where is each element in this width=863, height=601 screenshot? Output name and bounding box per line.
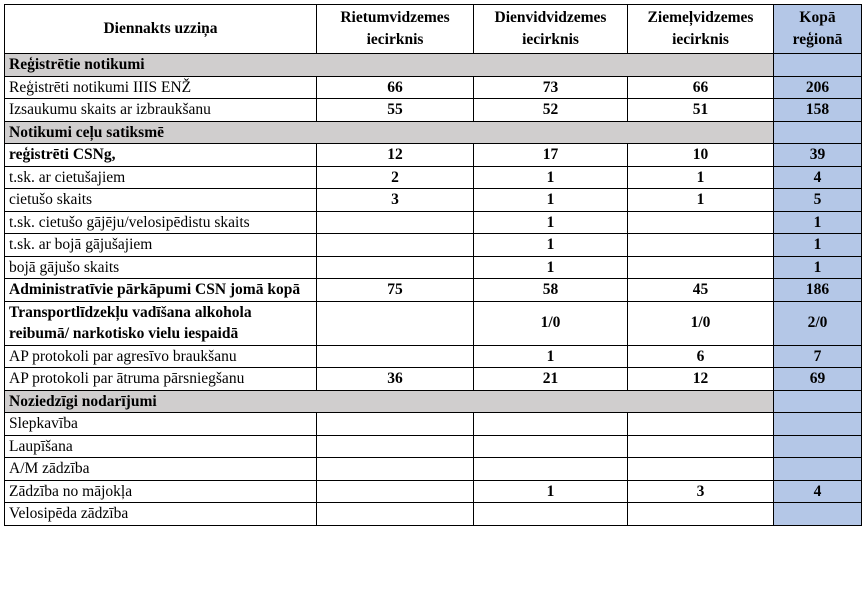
table-body (5, 54, 862, 526)
cell-dienvidvidzemes (474, 435, 628, 458)
cell-total: 158 (774, 99, 862, 122)
row-label: AP protokoli par ātruma pārsniegšanu (5, 368, 317, 391)
section-total-cell (774, 54, 862, 77)
cell-rietumvidzemes (317, 458, 474, 481)
cell-ziemelvidzemes (628, 211, 774, 234)
row-label: cietušo skaits (5, 189, 317, 212)
cell-dienvidvidzemes: 73 (474, 76, 628, 99)
row-label: t.sk. ar bojā gājušajiem (5, 234, 317, 257)
section-row (5, 390, 862, 413)
table-row (5, 480, 862, 503)
cell-rietumvidzemes: 55 (317, 99, 474, 122)
cell-ziemelvidzemes: 51 (628, 99, 774, 122)
table-row (5, 144, 862, 167)
cell-ziemelvidzemes: 12 (628, 368, 774, 391)
cell-total: 5 (774, 189, 862, 212)
table-row (5, 256, 862, 279)
cell-ziemelvidzemes: 3 (628, 480, 774, 503)
cell-rietumvidzemes (317, 480, 474, 503)
cell-rietumvidzemes (317, 234, 474, 257)
cell-total: 1 (774, 234, 862, 257)
cell-total: 2/0 (774, 301, 862, 345)
cell-dienvidvidzemes: 1 (474, 234, 628, 257)
cell-ziemelvidzemes: 66 (628, 76, 774, 99)
cell-ziemelvidzemes (628, 503, 774, 526)
cell-dienvidvidzemes (474, 503, 628, 526)
table-row (5, 413, 862, 436)
cell-dienvidvidzemes: 21 (474, 368, 628, 391)
table-row (5, 234, 862, 257)
section-row (5, 121, 862, 144)
cell-rietumvidzemes (317, 503, 474, 526)
section-row (5, 54, 862, 77)
cell-total (774, 458, 862, 481)
cell-ziemelvidzemes: 6 (628, 345, 774, 368)
section-total-cell (774, 121, 862, 144)
section-title: Notikumi ceļu satiksmē (5, 121, 774, 144)
row-label: Zādzība no mājokļa (5, 480, 317, 503)
cell-dienvidvidzemes (474, 413, 628, 436)
cell-ziemelvidzemes (628, 435, 774, 458)
table-row (5, 166, 862, 189)
cell-ziemelvidzemes: 1/0 (628, 301, 774, 345)
cell-dienvidvidzemes: 58 (474, 279, 628, 302)
table-row (5, 99, 862, 122)
table-row (5, 503, 862, 526)
header-label: Diennakts uzziņa (5, 5, 317, 54)
cell-rietumvidzemes: 12 (317, 144, 474, 167)
cell-total: 186 (774, 279, 862, 302)
cell-total: 39 (774, 144, 862, 167)
cell-rietumvidzemes: 36 (317, 368, 474, 391)
cell-total: 4 (774, 166, 862, 189)
cell-ziemelvidzemes (628, 458, 774, 481)
cell-ziemelvidzemes: 10 (628, 144, 774, 167)
cell-ziemelvidzemes (628, 413, 774, 436)
row-label: Velosipēda zādzība (5, 503, 317, 526)
cell-total: 1 (774, 256, 862, 279)
cell-rietumvidzemes (317, 413, 474, 436)
cell-total: 1 (774, 211, 862, 234)
cell-dienvidvidzemes: 17 (474, 144, 628, 167)
table-row (5, 301, 862, 345)
cell-dienvidvidzemes: 52 (474, 99, 628, 122)
cell-rietumvidzemes: 2 (317, 166, 474, 189)
row-label: t.sk. ar cietušajiem (5, 166, 317, 189)
row-label: Transportlīdzekļu vadīšana alkohola reibumā/ narkotisko vielu iespaidā (5, 301, 317, 345)
cell-dienvidvidzemes: 1 (474, 256, 628, 279)
cell-rietumvidzemes (317, 345, 474, 368)
cell-total (774, 435, 862, 458)
table-row (5, 189, 862, 212)
cell-ziemelvidzemes (628, 234, 774, 257)
cell-total: 206 (774, 76, 862, 99)
cell-ziemelvidzemes: 1 (628, 166, 774, 189)
table-row (5, 76, 862, 99)
cell-rietumvidzemes (317, 435, 474, 458)
section-title: Noziedzīgi nodarījumi (5, 390, 774, 413)
cell-rietumvidzemes (317, 301, 474, 345)
cell-dienvidvidzemes: 1/0 (474, 301, 628, 345)
row-label: Izsaukumu skaits ar izbraukšanu (5, 99, 317, 122)
header-total: Kopā reģionā (774, 5, 862, 54)
cell-rietumvidzemes: 66 (317, 76, 474, 99)
row-label: reģistrēti CSNg, (5, 144, 317, 167)
cell-dienvidvidzemes: 1 (474, 211, 628, 234)
header-row (5, 5, 862, 54)
table-row (5, 435, 862, 458)
row-label: A/M zādzība (5, 458, 317, 481)
row-label: Reģistrēti notikumi IIIS ENŽ (5, 76, 317, 99)
table-row (5, 458, 862, 481)
row-label: t.sk. cietušo gājēju/velosipēdistu skaits (5, 211, 317, 234)
cell-ziemelvidzemes (628, 256, 774, 279)
cell-rietumvidzemes: 3 (317, 189, 474, 212)
row-label: AP protokoli par agresīvo braukšanu (5, 345, 317, 368)
table-row (5, 368, 862, 391)
cell-ziemelvidzemes: 1 (628, 189, 774, 212)
table-row (5, 279, 862, 302)
cell-dienvidvidzemes: 1 (474, 189, 628, 212)
row-label: Slepkavība (5, 413, 317, 436)
row-label: Administratīvie pārkāpumi CSN jomā kopā (5, 279, 317, 302)
cell-total: 4 (774, 480, 862, 503)
row-label: Laupīšana (5, 435, 317, 458)
cell-total: 7 (774, 345, 862, 368)
cell-dienvidvidzemes (474, 458, 628, 481)
cell-dienvidvidzemes: 1 (474, 166, 628, 189)
cell-rietumvidzemes: 75 (317, 279, 474, 302)
row-label: bojā gājušo skaits (5, 256, 317, 279)
header-ziemelvidzemes: Ziemeļvidzemes iecirknis (628, 5, 774, 54)
cell-rietumvidzemes (317, 256, 474, 279)
cell-ziemelvidzemes: 45 (628, 279, 774, 302)
table-row (5, 211, 862, 234)
section-title: Reģistrētie notikumi (5, 54, 774, 77)
header-dienvidvidzemes: Dienvidvidzemes iecirknis (474, 5, 628, 54)
table-row (5, 345, 862, 368)
cell-dienvidvidzemes: 1 (474, 345, 628, 368)
cell-dienvidvidzemes: 1 (474, 480, 628, 503)
header-rietumvidzemes: Rietumvidzemes iecirknis (317, 5, 474, 54)
section-total-cell (774, 390, 862, 413)
cell-total (774, 413, 862, 436)
daily-report-table (4, 4, 862, 526)
cell-total: 69 (774, 368, 862, 391)
cell-total (774, 503, 862, 526)
cell-rietumvidzemes (317, 211, 474, 234)
